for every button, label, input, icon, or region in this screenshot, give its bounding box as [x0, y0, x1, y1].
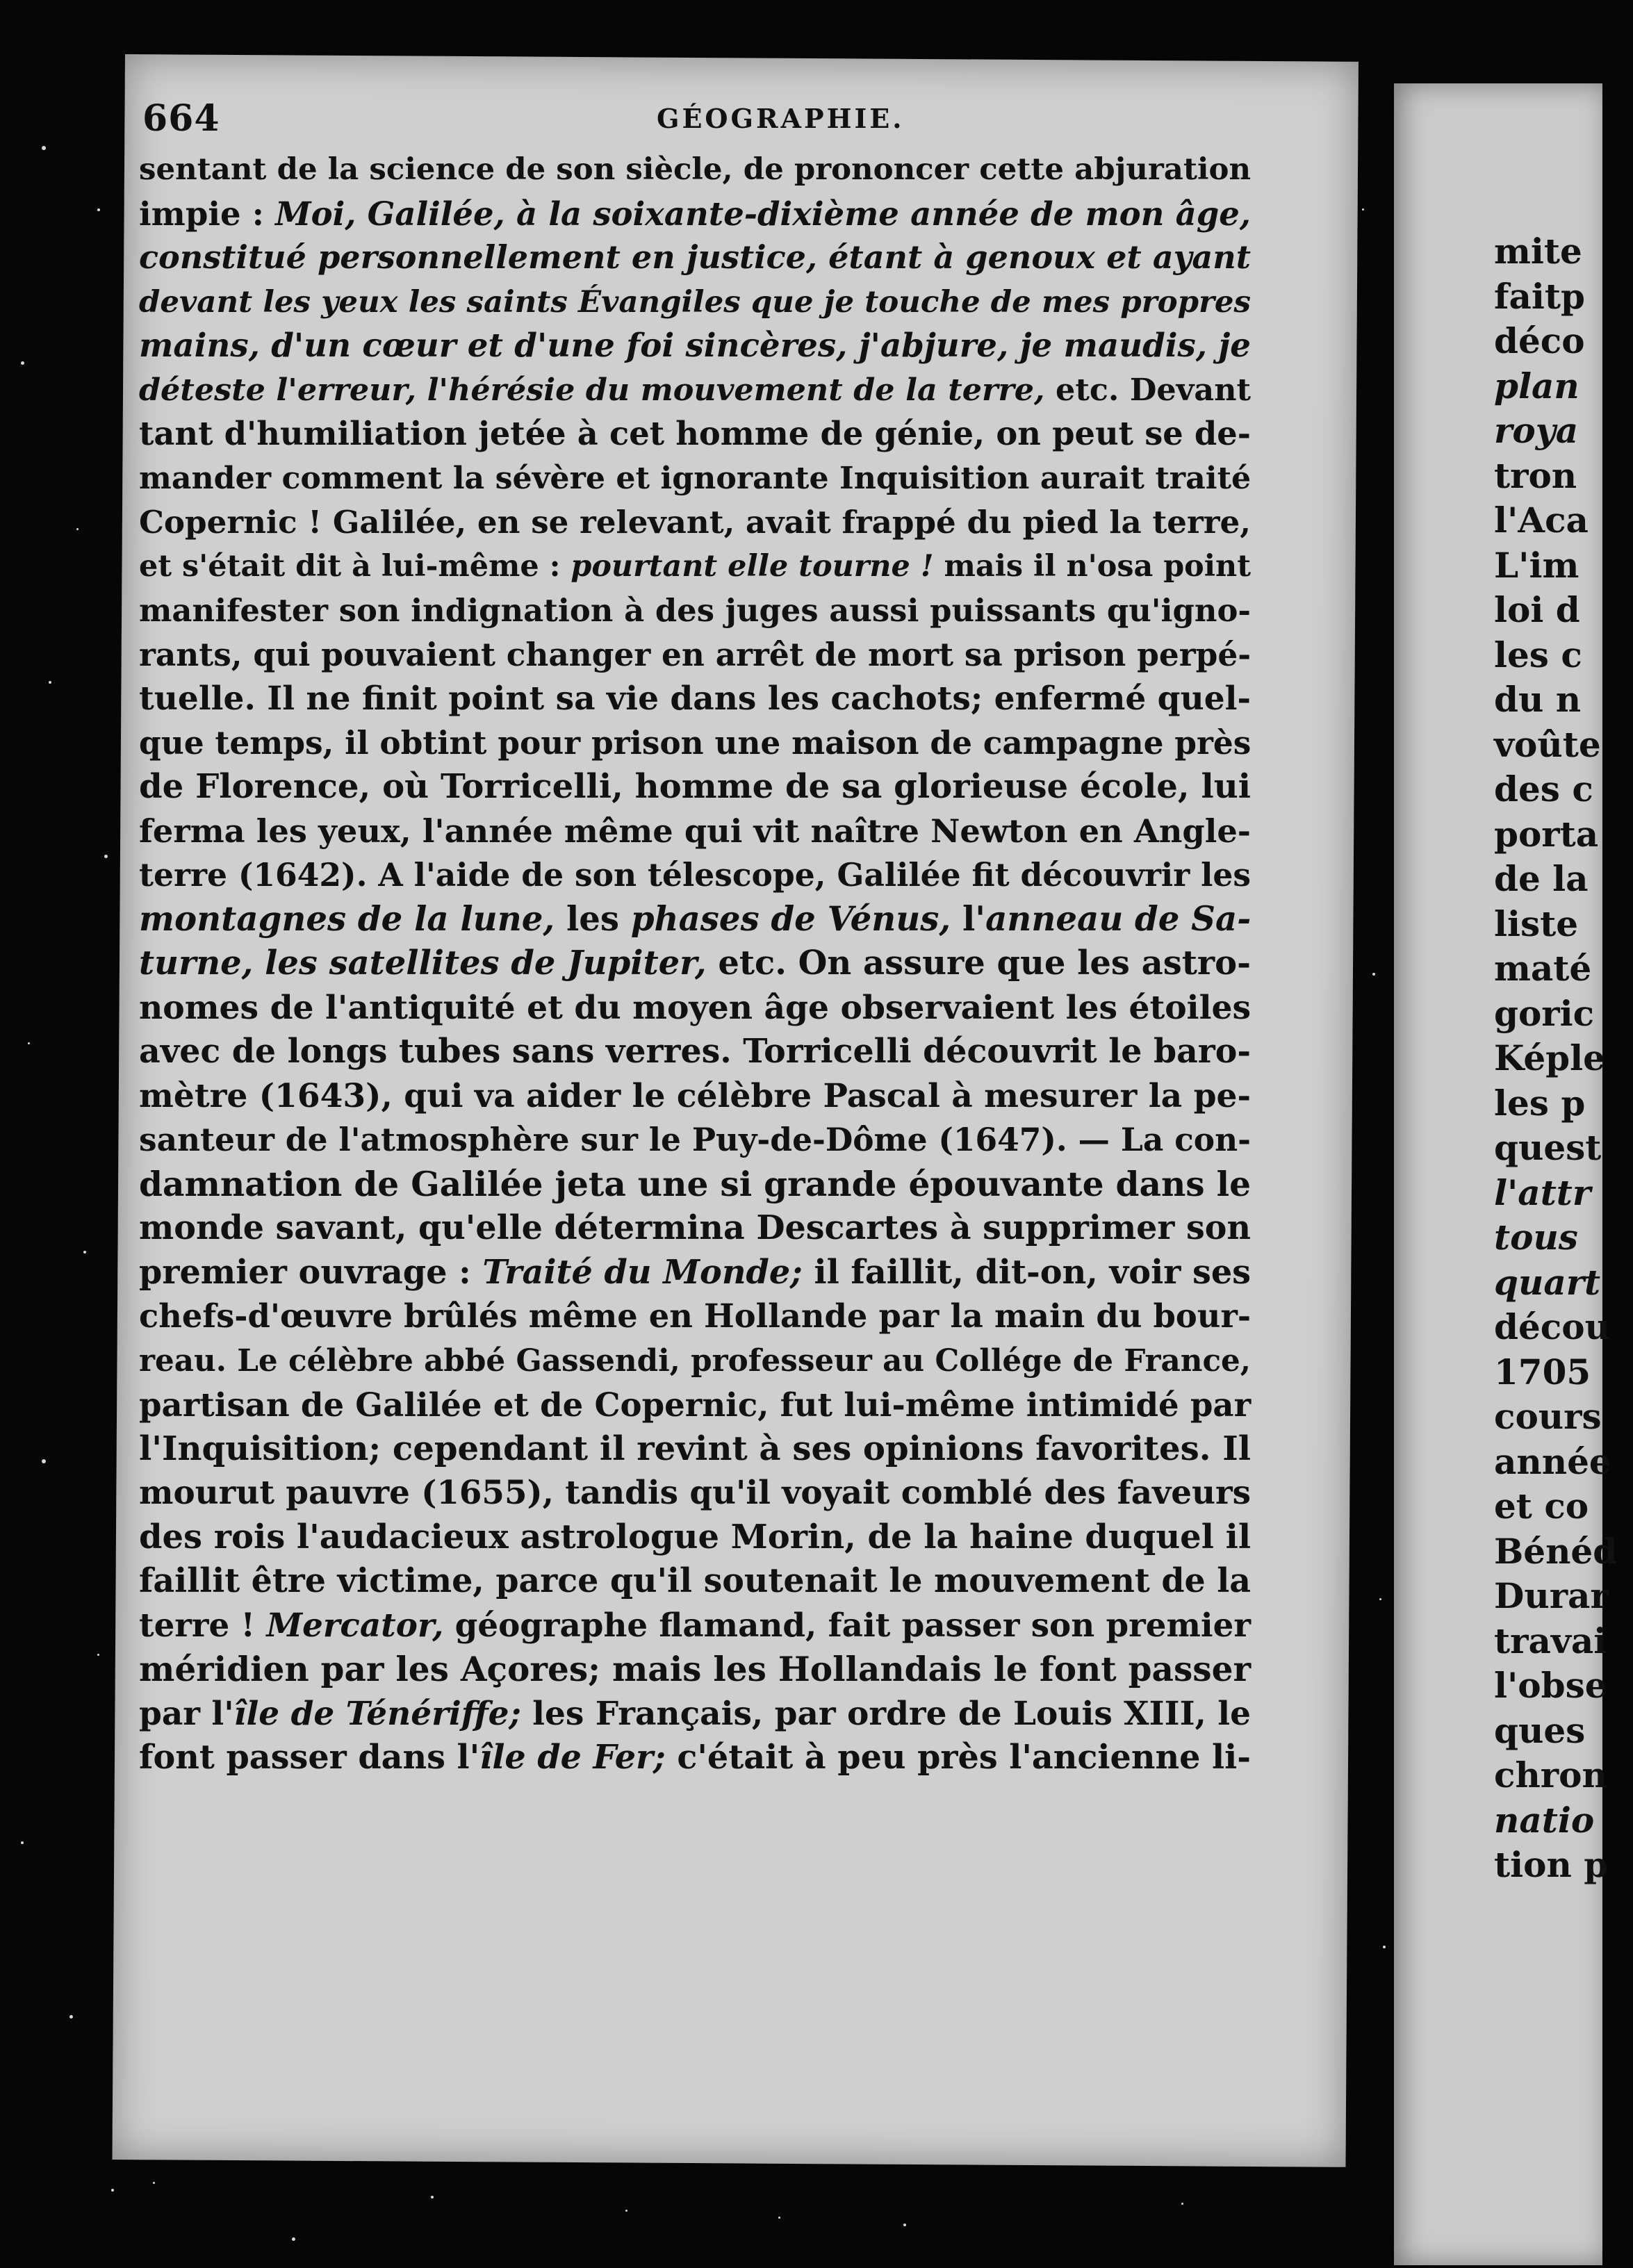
dust-speck — [431, 2196, 434, 2199]
facing-page-line: l'attr — [1494, 1172, 1591, 1213]
text-run: mais il n'osa point — [933, 548, 1252, 584]
facing-page-line: du n — [1494, 679, 1582, 720]
facing-page-line: ques — [1494, 1709, 1586, 1751]
text-line — [139, 1206, 1251, 1251]
italic-text: turne, les satellites de Jupiter, — [139, 944, 707, 983]
facing-page-line: Bénéd — [1494, 1530, 1618, 1572]
text-line — [139, 1383, 1251, 1427]
dust-speck — [69, 2015, 73, 2019]
text-line — [139, 412, 1251, 457]
dust-speck — [97, 1654, 99, 1656]
text-run: sentant de la science de son siècle, de prononcer cette abjuration — [139, 151, 1252, 187]
text-line — [139, 1515, 1251, 1560]
text-line — [139, 1736, 1251, 1780]
italic-text: pourtant elle tourne ! — [571, 548, 934, 584]
text-run: tant d'humiliation jetée à cet homme de génie, on peut se de- — [139, 415, 1251, 452]
text-line — [139, 986, 1251, 1030]
italic-text: déteste l'erreur, l'hérésie du mouvement de la terre, — [139, 371, 1045, 408]
text-run: méridien par les Açores; mais les Hollandais le font passer — [139, 1650, 1251, 1689]
text-line — [139, 633, 1251, 677]
text-line — [139, 1427, 1251, 1472]
facing-page-line: quart — [1494, 1261, 1601, 1303]
dust-speck — [76, 528, 79, 530]
text-run: et s'était dit à lui-même : — [139, 548, 571, 584]
dust-speck — [1383, 1946, 1386, 1948]
dust-speck — [21, 1841, 24, 1844]
text-line — [139, 1339, 1251, 1383]
text-run: l'Inquisition; cependant il revint à ses opinions favorites. Il — [139, 1429, 1251, 1468]
text-line — [139, 1692, 1251, 1736]
text-line — [139, 368, 1251, 413]
facing-page-line: maté — [1494, 948, 1592, 989]
text-run: l' — [951, 899, 986, 939]
italic-text: île de Ténériffe; — [233, 1694, 521, 1733]
text-run: les — [555, 899, 631, 939]
text-run: manifester son indignation à des juges aussi puissants qu'igno- — [139, 592, 1251, 629]
body-text — [139, 147, 1251, 1780]
italic-text: Moi, Galilée, à la soixante-dixième année de mon âge, — [275, 194, 1251, 233]
text-line — [139, 589, 1251, 633]
dust-speck — [778, 2217, 780, 2219]
text-run: ferma les yeux, l'année même qui vit naître Newton en Angle- — [139, 812, 1251, 850]
dust-speck — [83, 1251, 86, 1254]
dust-speck — [111, 2189, 114, 2192]
facing-page-line: 1705 — [1494, 1351, 1591, 1392]
facing-page-line: des c — [1494, 769, 1593, 810]
text-run: mander comment la sévère et ignorante Inquisition aurait traité — [139, 459, 1252, 496]
dust-speck — [1372, 973, 1375, 976]
text-run: mourut pauvre (1655), tandis qu'il voyait comblé des faveurs — [139, 1474, 1251, 1512]
text-run: monde savant, qu'elle détermina Descartes à supprimer son — [139, 1208, 1251, 1247]
text-run: etc. Devant — [1044, 371, 1251, 408]
text-run: que temps, il obtint pour prison une maison de campagne près — [139, 723, 1252, 762]
text-run: il faillit, dit-on, voir ses — [802, 1252, 1252, 1292]
text-line — [139, 236, 1251, 280]
text-line — [139, 1559, 1251, 1604]
facing-page-line: chron — [1494, 1755, 1607, 1796]
facing-page-line: les c — [1494, 634, 1582, 675]
text-run: premier ouvrage : — [139, 1252, 483, 1292]
facing-page-line: décou — [1494, 1306, 1610, 1347]
italic-text: montagnes de la lune, — [139, 899, 555, 939]
facing-page-line: voûte — [1494, 723, 1601, 765]
facing-page-line: goric — [1494, 992, 1595, 1034]
facing-page-line: liste — [1494, 903, 1579, 944]
italic-text: mains, d'un cœur et d'une foi sincères, j'abjure, je maudis, je — [139, 327, 1251, 365]
facing-page-line: mite — [1494, 231, 1582, 272]
text-line — [139, 942, 1251, 986]
dust-speck — [1181, 2203, 1183, 2205]
facing-page-line: plan — [1494, 365, 1579, 406]
facing-page-line: les p — [1494, 1082, 1586, 1124]
facing-page-line: cours — [1494, 1396, 1602, 1437]
text-run: tuelle. Il ne finit point sa vie dans les cachots; enfermé quel- — [139, 680, 1251, 718]
page-number: 664 — [142, 97, 220, 140]
facing-page-line: porta — [1494, 813, 1599, 855]
facing-page-line: loi d — [1494, 589, 1580, 630]
dust-speck — [49, 681, 51, 684]
italic-text: devant les yeux les saints Évangiles que je touche de mes propres — [139, 284, 1251, 320]
italic-text: phases de Vénus, — [630, 899, 951, 939]
text-run: rants, qui pouvaient changer en arrêt de mort sa prison perpé- — [139, 635, 1252, 673]
italic-text: Traité du Monde; — [482, 1252, 803, 1292]
text-run: les Français, par ordre de Louis XIII, le — [520, 1694, 1251, 1733]
text-line — [139, 280, 1251, 324]
dust-speck — [292, 2237, 295, 2241]
text-run: faillit être victime, parce qu'il soutenait le mouvement de la — [139, 1561, 1251, 1600]
text-line — [139, 192, 1251, 236]
section-title: GÉOGRAPHIE. — [657, 103, 905, 134]
italic-text: anneau de Sa- — [985, 899, 1252, 939]
text-run: par l' — [139, 1694, 234, 1733]
text-line — [139, 1604, 1251, 1648]
text-run: c'était à peu près l'ancienne li- — [665, 1738, 1251, 1777]
dust-speck — [625, 2210, 627, 2212]
text-run: chefs-d'œuvre brûlés même en Hollande par la main du bour- — [139, 1297, 1252, 1335]
text-run: santeur de l'atmosphère sur le Puy-de-Dôme (1647). — La con- — [139, 1121, 1251, 1158]
text-run: font passer dans l' — [139, 1738, 480, 1777]
text-run: partisan de Galilée et de Copernic, fut lui-même intimidé par — [139, 1386, 1252, 1424]
text-run: de Florence, où Torricelli, homme de sa glorieuse école, lui — [139, 767, 1251, 806]
facing-page-line: L'im — [1494, 544, 1579, 586]
dust-speck — [42, 1459, 46, 1463]
text-line — [139, 500, 1251, 545]
facing-page-line: déco — [1494, 320, 1585, 361]
dust-speck — [21, 361, 24, 365]
text-line — [139, 853, 1251, 898]
text-run: nomes de l'antiquité et du moyen âge observaient les étoiles — [139, 988, 1251, 1027]
facing-page-line: tous — [1494, 1217, 1578, 1258]
text-line — [139, 898, 1251, 942]
facing-page-line: année — [1494, 1440, 1611, 1482]
facing-page-line: faitp — [1494, 275, 1585, 317]
text-line — [139, 1118, 1251, 1162]
italic-text: île de Fer; — [479, 1738, 666, 1777]
dust-speck — [903, 2224, 906, 2226]
dust-speck — [97, 208, 100, 211]
text-line — [139, 545, 1251, 589]
facing-page-line: natio — [1494, 1799, 1595, 1841]
text-run: Copernic ! Galilée, en se relevant, avait frappé du pied la terre, — [139, 504, 1251, 541]
text-line — [139, 677, 1251, 721]
text-line — [139, 1251, 1251, 1295]
text-run: etc. On assure que les astro- — [706, 944, 1251, 983]
text-run: mètre (1643), qui va aider le célèbre Pascal à mesurer la pe- — [139, 1076, 1252, 1115]
text-run: impie : — [139, 194, 276, 233]
text-run: terre (1642). A l'aide de son télescope, Galilée fit découvrir les — [139, 856, 1251, 894]
facing-page-line: roya — [1494, 410, 1579, 451]
text-run: des rois l'audacieux astrologue Morin, de la haine duquel il — [139, 1517, 1252, 1556]
text-run: damnation de Galilée jeta une si grande épouvante dans le — [139, 1164, 1251, 1204]
text-run: avec de longs tubes sans verres. Torricelli découvrit le baro- — [139, 1033, 1251, 1071]
text-run: reau. Le célèbre abbé Gassendi, professeur au Collége de France, — [139, 1342, 1251, 1379]
text-line — [139, 147, 1251, 192]
text-line — [139, 765, 1251, 810]
facing-page-line: Képle — [1494, 1037, 1605, 1078]
facing-page-line: l'obse — [1494, 1665, 1607, 1706]
facing-page-line: tron — [1494, 454, 1577, 496]
dust-speck — [1379, 1598, 1381, 1600]
dust-speck — [42, 146, 46, 150]
text-line — [139, 1074, 1251, 1119]
facing-page-fragment — [1494, 229, 1633, 1888]
dust-speck — [104, 855, 108, 858]
italic-text: Mercator, — [266, 1606, 444, 1645]
facing-page-line: tion p — [1494, 1844, 1609, 1885]
text-run: terre ! — [139, 1606, 267, 1645]
italic-text: constitué personnellement en justice, étant à genoux et ayant — [139, 238, 1251, 276]
text-line — [139, 1030, 1251, 1074]
text-line — [139, 810, 1251, 854]
facing-page-line: travai — [1494, 1620, 1607, 1661]
facing-page-line: Durar — [1494, 1575, 1609, 1616]
text-line — [139, 457, 1251, 501]
text-line — [139, 324, 1251, 368]
text-line — [139, 1471, 1251, 1515]
text-line — [139, 721, 1251, 766]
facing-page-line: de la — [1494, 858, 1589, 899]
text-run: géographe flamand, fait passer son premier — [443, 1606, 1252, 1645]
dust-speck — [1362, 208, 1364, 211]
facing-page-line: quest — [1494, 1127, 1602, 1168]
facing-page-line: et co — [1494, 1486, 1589, 1527]
dust-speck — [153, 2182, 155, 2184]
dust-speck — [28, 1042, 30, 1044]
facing-page-line: l'Aca — [1494, 500, 1589, 541]
text-line — [139, 1647, 1251, 1692]
text-line — [139, 1295, 1251, 1339]
text-line — [139, 1162, 1251, 1207]
